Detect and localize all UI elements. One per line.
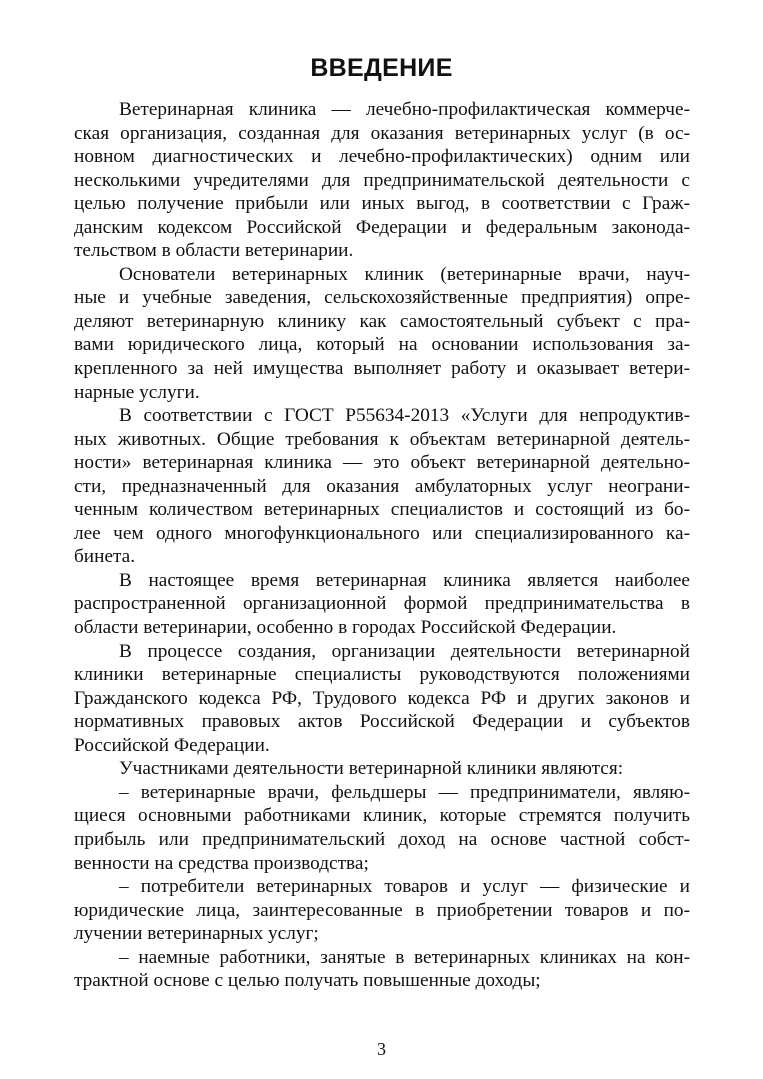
paragraph: [74, 946, 690, 993]
paragraph: [74, 263, 690, 404]
text-line: лее чем одного многофункционального или специализированного ка-: [74, 522, 690, 544]
text-line: прибыль или предпринимательский доход на основе частной собст-: [74, 828, 690, 850]
text-line: ности» ветеринарная клиника — это объект ветеринарной деятельно-: [74, 452, 690, 474]
text-line: Основатели ветеринарных клиник (ветеринарные врачи, науч-: [119, 263, 690, 285]
text-line: ных животных. Общие требования к объектам ветеринарной деятель-: [74, 428, 690, 450]
paragraph: [74, 640, 690, 758]
text-line: Ветеринарная клиника — лечебно-профилактическая коммерче-: [119, 99, 690, 120]
paragraph: [74, 875, 690, 946]
text-line: вами юридического лица, который на основании использования за-: [74, 334, 690, 356]
paragraph: [74, 569, 690, 640]
text-line: Российской Федерации.: [74, 734, 270, 756]
text-line: новном диагностических и лечебно-профилактических) одним или: [74, 146, 690, 168]
paragraph: [74, 781, 690, 875]
text-line: Участниками деятельности ветеринарной клиники являются:: [119, 758, 624, 780]
text-line: данским кодексом Российской Федерации и федеральным законода-: [74, 216, 690, 238]
text-line: тельством в области ветеринарии.: [74, 240, 354, 262]
page-number: 3: [377, 1039, 386, 1059]
text-line: ская организация, созданная для оказания ветеринарных услуг (в ос-: [74, 122, 690, 144]
text-line: нормативных правовых актов Российской Федерации и субъектов: [74, 711, 690, 733]
text-line: крепленного за ней имущества выполняет работу и оказывает ветери-: [74, 358, 690, 380]
text-line: В процессе создания, организации деятельности ветеринарной: [119, 640, 690, 662]
text-line: – наемные работники, занятые в ветеринарных клиниках на кон-: [119, 946, 690, 968]
text-line: ченным количеством ветеринарных специалистов и состоящий из бо-: [74, 499, 690, 521]
text-line: – ветеринарные врачи, фельдшеры — предприниматели, являю-: [119, 781, 690, 803]
text-line: нарные услуги.: [74, 381, 200, 403]
text-line: сти, предназначенный для оказания амбулаторных услуг неограни-: [74, 475, 690, 497]
text-line: Гражданского кодекса РФ, Трудового кодекса РФ и других законов и: [74, 687, 690, 709]
text-line: распространенной организационной формой предпринимательства в: [74, 593, 690, 615]
text-line: области ветеринарии, особенно в городах Российской Федерации.: [74, 617, 617, 639]
text-line: бинета.: [74, 546, 136, 568]
paragraph: [74, 757, 690, 781]
page-title: ВВЕДЕНИЕ: [310, 54, 453, 82]
text-line: клиники ветеринарные специалисты руководствуются положениями: [74, 664, 690, 686]
text-line: несколькими учредителями для предпринимательской деятельности с: [74, 169, 690, 191]
text-line: трактной основе с целью получать повышенные доходы;: [74, 970, 541, 992]
text-line: целью получение прибыли или иных выгод, в соответствии с Граж-: [74, 193, 690, 215]
text-line: юридические лица, заинтересованные в приобретении товаров и по-: [74, 899, 690, 921]
text-line: деляют ветеринарную клинику как самостоятельный субъект с пра-: [74, 310, 690, 332]
document-body: [74, 98, 690, 993]
paragraph: [74, 98, 690, 263]
text-line: В настоящее время ветеринарная клиника является наиболее: [119, 569, 690, 591]
text-line: – потребители ветеринарных товаров и услуг — физические и: [119, 876, 690, 898]
text-line: лучении ветеринарных услуг;: [74, 923, 319, 945]
text-line: венности на средства производства;: [74, 852, 369, 874]
text-line: щиеся основными работниками клиник, которые стремятся получить: [74, 805, 690, 827]
paragraph: [74, 404, 690, 569]
text-line: В соответствии с ГОСТ Р55634-2013 «Услуги для непродуктив-: [119, 405, 690, 427]
text-line: ные и учебные заведения, сельскохозяйственные предприятия) опре-: [74, 287, 690, 309]
